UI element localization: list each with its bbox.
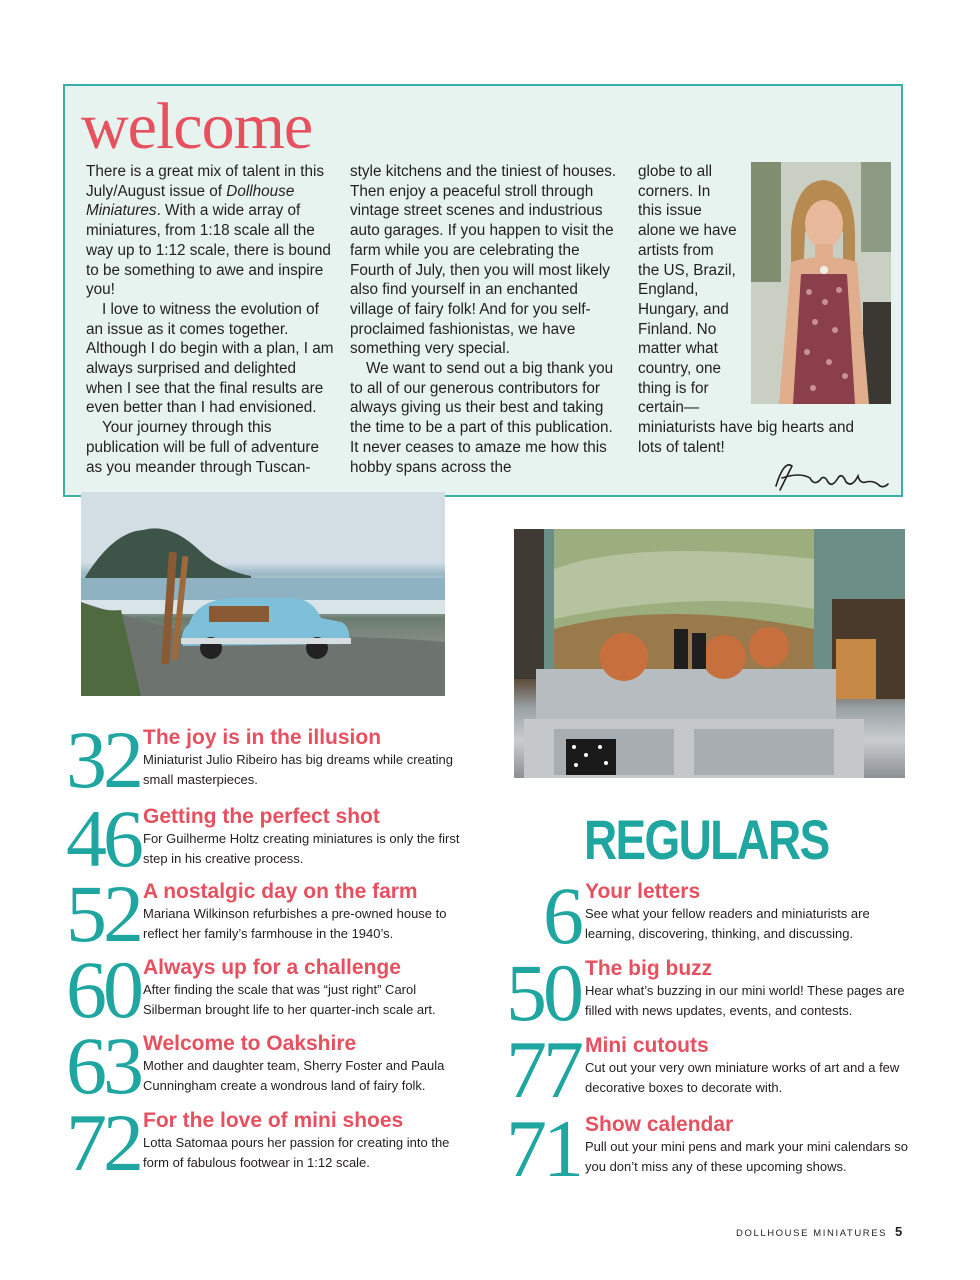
- feature-title: Welcome to Oakshire: [143, 1032, 357, 1055]
- portrait-illustration: [751, 162, 891, 404]
- regular-title: The big buzz: [585, 957, 713, 980]
- welcome-paragraph: [86, 162, 336, 300]
- feature-title: A nostalgic day on the farm: [143, 880, 418, 903]
- editor-portrait-photo: [751, 162, 891, 404]
- page-number: 6: [543, 870, 580, 961]
- feature-description: For Guilherme Holtz creating miniatures is only the first step in his creative process.: [143, 831, 460, 866]
- beach-illustration: [81, 492, 445, 696]
- feature-description: After finding the scale that was “just right” Carol Silberman brought life to her quarter-inch scale art.: [143, 982, 436, 1017]
- feature-title: Always up for a challenge: [143, 956, 401, 979]
- regular-description: Pull out your mini pens and mark your mini calendars so you don’t miss any of these upcoming shows.: [585, 1139, 908, 1174]
- text-run: . With a wide array of miniatures, from 1:18 scale all the way up to 1:12 scale, there is bound to be something to awe and inspire you!: [86, 202, 331, 299]
- tuscan-kitchen-photo: [514, 529, 905, 778]
- welcome-paragraph: I love to witness the evolution of an issue as it comes together. Although I do begin with a plan, I am always surprised and delighted when I see that the final results are even better than I had envisioned.: [86, 300, 334, 417]
- kitchen-illustration: [514, 529, 905, 778]
- page-number: 77: [506, 1024, 580, 1115]
- welcome-column-2: [350, 162, 620, 477]
- regular-description: Cut out your very own miniature works of art and a few decorative boxes to decorate with.: [585, 1060, 900, 1095]
- feature-title: The joy is in the illusion: [143, 726, 382, 749]
- folio-page-number: 5: [895, 1224, 903, 1239]
- feature-description: Mother and daughter team, Sherry Foster and Paula Cunningham create a wondrous land of fairy folk.: [143, 1058, 445, 1093]
- feature-description: Lotta Satomaa pours her passion for creating into the form of fabulous footwear in 1:12 scale.: [143, 1135, 450, 1170]
- feature-description: Miniaturist Julio Ribeiro has big dreams while creating small masterpieces.: [143, 752, 453, 787]
- feature-title: For the love of mini shoes: [143, 1109, 404, 1132]
- page-number: 32: [66, 714, 140, 805]
- page-number: 63: [66, 1020, 140, 1111]
- welcome-paragraph: globe to all corners. In this issue alone we have artists from the US, Brazil, England, Hungary, and Finland. No matter what country, one thing is for certain—: [638, 163, 737, 417]
- regular-description: See what your fellow readers and miniaturists are learning, discovering, thinking, and discussing.: [585, 906, 870, 941]
- regulars-heading: REGULARS: [584, 808, 829, 871]
- page-number: 52: [66, 868, 140, 959]
- signature-graphic: [770, 456, 890, 496]
- welcome-paragraph: miniaturists have big hearts and lots of talent!: [638, 419, 854, 456]
- welcome-box: [63, 84, 903, 497]
- page-number: 71: [506, 1103, 580, 1194]
- welcome-title: welcome: [81, 90, 313, 163]
- text-run: There is a great mix of talent in this July/August issue of: [86, 163, 325, 200]
- regular-title: Your letters: [585, 880, 701, 903]
- feature-title: Getting the perfect shot: [143, 805, 380, 828]
- welcome-paragraph: style kitchens and the tiniest of houses. Then enjoy a peaceful stroll through vintage street scenes and industrious auto garages. If you happen to visit the farm while you are celebrating the Fourth of July, then you will most likely also find yourself in an enchanted village of fairy folk! And for you self-proclaimed fashionistas, we have something very special.: [350, 163, 617, 358]
- page-number: 50: [506, 947, 580, 1038]
- vintage-car-beach-photo: [81, 492, 445, 696]
- regular-description: Hear what’s buzzing in our mini world! These pages are filled with news updates, events, and contests.: [585, 983, 905, 1018]
- publication-footer: DOLLHOUSE MINIATURES: [736, 1228, 888, 1239]
- regular-title: Mini cutouts: [585, 1034, 709, 1057]
- welcome-paragraph: Your journey through this publication will be full of adventure as you meander through Tuscan-: [86, 419, 319, 476]
- welcome-column-1: [86, 162, 336, 477]
- feature-description: Mariana Wilkinson refurbishes a pre-owned house to reflect her family’s farmhouse in the 1940’s.: [143, 906, 447, 941]
- page-number: 72: [66, 1097, 140, 1188]
- magazine-title-italic: Dollhouse Miniatures: [86, 182, 295, 220]
- page-number: 46: [66, 793, 140, 884]
- regular-title: Show calendar: [585, 1113, 734, 1136]
- page-number: 60: [66, 944, 140, 1035]
- welcome-paragraph: We want to send out a big thank you to all of our generous contributors for always giving us their best and taking the time to be a part of this publication. It never ceases to amaze me how this hobby spans across the: [350, 360, 614, 476]
